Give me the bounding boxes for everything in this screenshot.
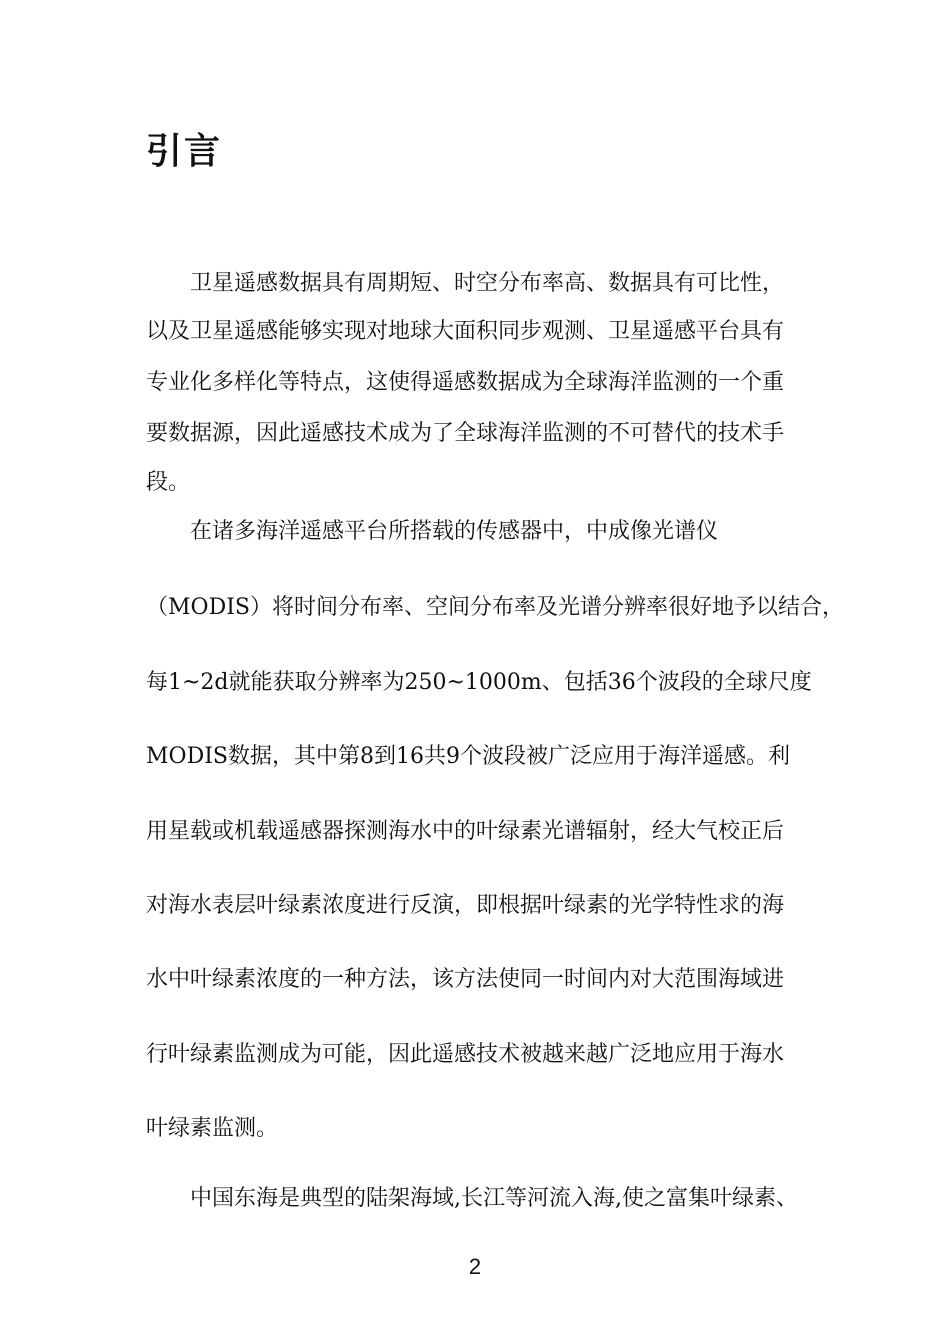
paragraph-2-line-1: 在诸多海洋遥感平台所搭载的传感器中，中成像光谱仪 bbox=[190, 519, 719, 544]
paragraph-1-line-4: 要数据源，因此遥感技术成为了全球海洋监测的不可替代的技术手 bbox=[146, 421, 785, 446]
paragraph-2-line-8: 行叶绿素监测成为可能，因此遥感技术被越来越广泛地应用于海水 bbox=[146, 1042, 785, 1067]
paragraph-2-line-2: （MODIS）将时间分布率、空间分布率及光谱分辨率很好地予以结合， bbox=[146, 595, 844, 620]
paragraph-2-line-3: 每1~2d就能获取分辨率为250~1000m、包括36个波段的全球尺度 bbox=[146, 670, 812, 695]
paragraph-2-line-7: 水中叶绿素浓度的一种方法，该方法使同一时间内对大范围海域进 bbox=[146, 967, 785, 992]
paragraph-2-line-9: 叶绿素监测。 bbox=[146, 1116, 279, 1141]
paragraph-1-line-3: 专业化多样化等特点，这使得遥感数据成为全球海洋监测的一个重 bbox=[146, 370, 785, 395]
paragraph-1-line-2: 以及卫星遥感能够实现对地球大面积同步观测、卫星遥感平台具有 bbox=[146, 319, 785, 344]
paragraph-3-line-1: 中国东海是典型的陆架海域,长江等河流入海,使之富集叶绿素、 bbox=[190, 1186, 798, 1211]
section-heading: 引言 bbox=[146, 131, 223, 172]
paragraph-2-line-6: 对海水表层叶绿素浓度进行反演，即根据叶绿素的光学特性求的海 bbox=[146, 893, 785, 918]
paragraph-2-line-5: 用星载或机载遥感器探测海水中的叶绿素光谱辐射，经大气校正后 bbox=[146, 819, 785, 844]
paragraph-1-line-5: 段。 bbox=[146, 470, 191, 495]
page-number: 2 bbox=[468, 1254, 482, 1279]
paragraph-1-line-1: 卫星遥感数据具有周期短、时空分布率高、数据具有可比性， bbox=[190, 271, 785, 296]
paragraph-2-line-4: MODIS数据，其中第8到16共9个波段被广泛应用于海洋遥感。利 bbox=[146, 744, 790, 769]
